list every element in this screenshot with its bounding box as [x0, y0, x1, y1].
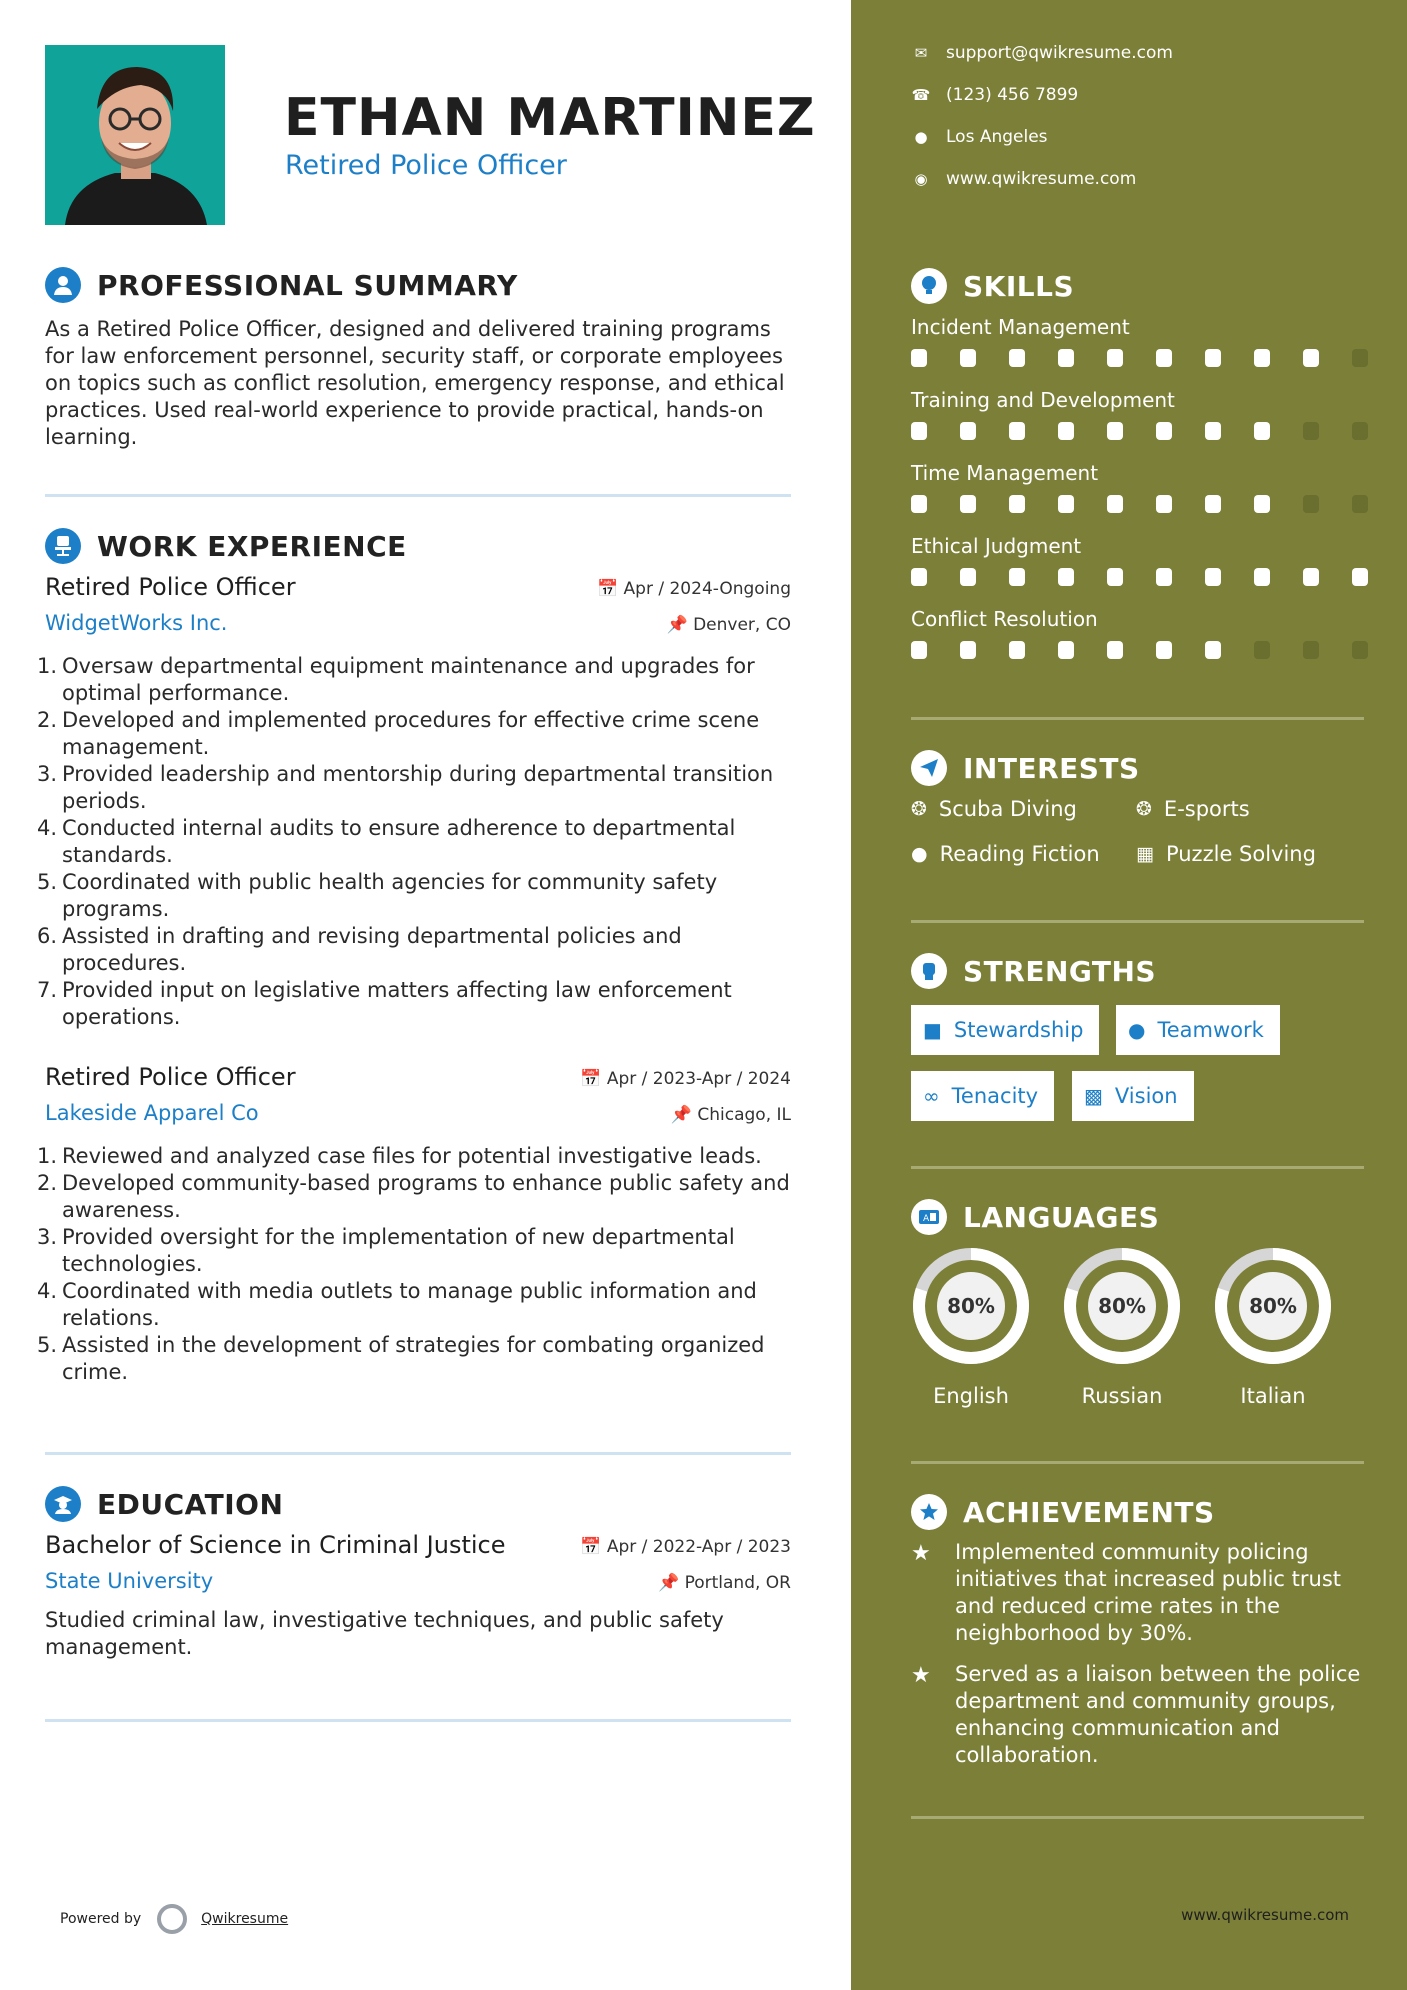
job-location: 📌 Chicago, IL — [670, 1105, 791, 1125]
summary-text: As a Retired Police Officer, designed and delivered training programs for law enforcement personnel, security staff, or corporate employees on topics such as conflict resolution, emergency response, and ethical practices. Used real-world experience to provide practical, hands-on learning. — [45, 317, 785, 449]
star-icon: ★ — [911, 1663, 931, 1688]
rating-dot — [1156, 641, 1172, 659]
skill-rating — [911, 568, 1401, 586]
rating-dot — [960, 641, 976, 659]
skill-item — [911, 315, 1367, 339]
job-title: Retired Police Officer — [45, 573, 296, 601]
calendar-icon: 📅 — [580, 1069, 607, 1089]
avatar — [45, 45, 225, 225]
skill-item — [911, 534, 1367, 558]
rating-dot — [1156, 422, 1172, 440]
user-icon — [45, 267, 81, 303]
rating-dot — [911, 349, 927, 367]
globe-icon: ◉ — [914, 170, 928, 188]
rating-dot — [911, 495, 927, 513]
skill-name: Incident Management — [911, 315, 1130, 339]
skill-item — [911, 388, 1367, 412]
divider — [45, 1719, 791, 1722]
contact-website[interactable]: ◉ www.qwikresume.com — [911, 169, 1136, 189]
job-bullets — [37, 1143, 797, 1386]
divider — [911, 717, 1364, 720]
star-badge-icon — [911, 1494, 947, 1530]
list-item: 2. Developed and implemented procedures for effective crime scene management. — [37, 708, 760, 759]
education-entry — [45, 1531, 791, 1671]
envelope-icon: ✉ — [914, 44, 928, 62]
rating-dot — [1058, 422, 1074, 440]
rating-dot — [1009, 641, 1025, 659]
rating-dot — [1156, 568, 1172, 586]
graduate-icon — [45, 1486, 81, 1522]
education-title: EDUCATION — [97, 1487, 284, 1521]
svg-text:A: A — [923, 1214, 930, 1224]
rating-dot — [960, 568, 976, 586]
strength-chip: ▩ Vision — [1072, 1071, 1194, 1121]
calendar-icon: 📅 — [596, 579, 624, 599]
book-icon: ▦ — [1136, 843, 1154, 865]
list-item: 4. Coordinated with media outlets to manage public information and relations. — [37, 1279, 757, 1330]
strength-chip: ■ Stewardship — [911, 1005, 1099, 1055]
rating-dot — [1352, 495, 1368, 513]
chair-icon — [45, 528, 81, 564]
summary-title: PROFESSIONAL SUMMARY — [97, 268, 518, 302]
skills-heading — [911, 268, 1074, 304]
phone-icon: ☎ — [911, 86, 931, 104]
brand-link[interactable]: Qwikresume — [201, 1911, 289, 1927]
contact-location: ● Los Angeles — [911, 127, 1048, 147]
skill-rating — [911, 495, 1401, 513]
rating-dot — [1058, 349, 1074, 367]
rating-dot — [1303, 349, 1319, 367]
list-item: 1. Oversaw departmental equipment maintenance and upgrades for optimal performance. — [37, 654, 755, 705]
education-heading — [45, 1486, 283, 1522]
pin-icon: 📌 — [670, 1105, 698, 1125]
job-date: 📅 Apr / 2023-Apr / 2024 — [580, 1069, 791, 1089]
interest-item: ▦ Puzzle Solving — [1136, 842, 1316, 866]
rating-dot — [1009, 349, 1025, 367]
skill-rating — [911, 349, 1401, 367]
lightbulb-icon — [911, 268, 947, 304]
skill-item — [911, 461, 1367, 485]
rating-dot — [1303, 641, 1319, 659]
rating-dot — [1058, 495, 1074, 513]
rating-dot — [1254, 495, 1270, 513]
rating-dot — [1205, 349, 1221, 367]
language-item — [1060, 1244, 1184, 1408]
users-icon: ● — [1128, 1018, 1146, 1042]
star-icon: ★ — [911, 1541, 931, 1566]
job-title: Retired Police Officer — [45, 1063, 296, 1091]
rating-dot — [1254, 641, 1270, 659]
gamepad-icon: ● — [911, 843, 928, 865]
education-text: Studied criminal law, investigative techniques, and public safety management. — [45, 1608, 724, 1659]
interest-item: ❂ Scuba Diving — [911, 797, 1077, 821]
divider — [45, 1452, 791, 1455]
job-company: WidgetWorks Inc. — [45, 611, 228, 635]
rating-dot — [1352, 568, 1368, 586]
lifebuoy-icon: ❂ — [1136, 798, 1152, 820]
rating-dot — [1205, 568, 1221, 586]
skill-rating — [911, 422, 1401, 440]
rating-dot — [1107, 641, 1123, 659]
divider — [911, 1461, 1364, 1464]
languages-heading — [911, 1199, 1159, 1235]
rating-dot — [1107, 422, 1123, 440]
rating-dot — [1205, 495, 1221, 513]
map-pin-icon: ● — [914, 128, 928, 146]
rating-dot — [1009, 568, 1025, 586]
skill-item — [911, 607, 1367, 631]
powered-by — [60, 1904, 288, 1934]
paper-plane-icon — [911, 750, 947, 786]
achievement-item: ★ Served as a liaison between the police department and community groups, enhancing communication and collaboration. — [911, 1662, 1361, 1767]
divider — [911, 1816, 1364, 1819]
job-entry — [37, 1063, 791, 1403]
lifebuoy-icon: ❂ — [911, 798, 927, 820]
list-item: 6. Assisted in drafting and revising departmental policies and procedures. — [37, 924, 682, 975]
skill-name: Time Management — [911, 461, 1099, 485]
language-ring — [909, 1244, 1033, 1368]
translate-icon — [911, 1199, 947, 1235]
rating-dot — [1254, 422, 1270, 440]
profile-photo — [45, 45, 225, 225]
divider — [45, 494, 791, 497]
list-item: 3. Provided leadership and mentorship during departmental transition periods. — [37, 762, 774, 813]
language-ring — [1060, 1244, 1184, 1368]
sidebar — [851, 0, 1407, 1990]
rating-dot — [1303, 495, 1319, 513]
candidate-name: ETHAN MARTINEZ — [284, 88, 816, 148]
interests-heading — [911, 750, 1140, 786]
rating-dot — [911, 641, 927, 659]
rating-dot — [1205, 641, 1221, 659]
divider — [911, 1166, 1364, 1169]
language-percent: 80% — [947, 1294, 995, 1318]
skill-rating — [911, 641, 1401, 659]
strength-chip: ∞ Tenacity — [911, 1071, 1054, 1121]
fist-icon — [911, 953, 947, 989]
achievements-heading — [911, 1494, 1215, 1530]
list-item: 3. Provided oversight for the implementation of new departmental technologies. — [37, 1225, 735, 1276]
rating-dot — [1107, 495, 1123, 513]
strengths-heading — [911, 953, 1156, 989]
skill-name: Ethical Judgment — [911, 534, 1082, 558]
skill-name: Training and Development — [911, 388, 1175, 412]
rating-dot — [1303, 422, 1319, 440]
job-location: 📌 Denver, CO — [666, 615, 791, 635]
rating-dot — [1254, 349, 1270, 367]
contact-email[interactable]: ✉ support@qwikresume.com — [911, 43, 1173, 63]
experience-heading — [45, 528, 407, 564]
language-ring — [1211, 1244, 1335, 1368]
rating-dot — [1156, 495, 1172, 513]
language-percent: 80% — [1249, 1294, 1297, 1318]
candidate-title: Retired Police Officer — [285, 150, 567, 181]
achievements-title: ACHIEVEMENTS — [963, 1495, 1215, 1529]
language-name: English — [933, 1384, 1009, 1408]
list-item: 4. Conducted internal audits to ensure adherence to departmental standards. — [37, 816, 736, 867]
strengths-title: STRENGTHS — [963, 954, 1157, 988]
experience-title: WORK EXPERIENCE — [97, 529, 407, 563]
school: State University — [45, 1569, 214, 1593]
job-bullets — [37, 653, 797, 1031]
languages-title: LANGUAGES — [963, 1200, 1160, 1234]
strength-chip: ● Teamwork — [1116, 1005, 1280, 1055]
language-item — [909, 1244, 1033, 1408]
powered-label: Powered by — [60, 1911, 142, 1927]
rating-dot — [1352, 422, 1368, 440]
pin-icon: 📌 — [658, 1573, 685, 1593]
list-item: 5. Coordinated with public health agencies for community safety programs. — [37, 870, 718, 921]
job-company: Lakeside Apparel Co — [45, 1101, 259, 1125]
rating-dot — [911, 568, 927, 586]
degree: Bachelor of Science in Criminal Justice — [45, 1531, 506, 1559]
education-location: 📌 Portland, OR — [658, 1573, 791, 1593]
link-icon: ∞ — [923, 1084, 940, 1108]
pin-icon: 📌 — [666, 615, 694, 635]
interests-title: INTERESTS — [963, 751, 1140, 785]
list-item: 7. Provided input on legislative matters affecting law enforcement operations. — [37, 978, 732, 1029]
divider — [911, 920, 1364, 923]
rating-dot — [1303, 568, 1319, 586]
language-item — [1211, 1244, 1335, 1408]
skills-title: SKILLS — [963, 269, 1075, 303]
rating-dot — [1254, 568, 1270, 586]
rating-dot — [1058, 641, 1074, 659]
contact-phone[interactable]: ☎ (123) 456 7899 — [911, 85, 1079, 105]
qwikresume-logo-icon — [157, 1904, 187, 1934]
rating-dot — [960, 349, 976, 367]
job-entry — [37, 573, 791, 1033]
interest-item: ● Reading Fiction — [911, 842, 1100, 866]
rating-dot — [1058, 568, 1074, 586]
rating-dot — [1009, 495, 1025, 513]
list-item: 1. Reviewed and analyzed case files for potential investigative leads. — [37, 1144, 762, 1168]
education-date: 📅 Apr / 2022-Apr / 2023 — [580, 1537, 791, 1557]
rating-dot — [911, 422, 927, 440]
rating-dot — [1352, 641, 1368, 659]
rating-dot — [960, 495, 976, 513]
calendar-icon: 📅 — [580, 1537, 607, 1557]
rating-dot — [1107, 568, 1123, 586]
summary-heading — [45, 267, 518, 303]
rating-dot — [1156, 349, 1172, 367]
list-item: 5. Assisted in the development of strategies for combating organized crime. — [37, 1333, 765, 1384]
interest-item: ❂ E-sports — [1136, 797, 1250, 821]
footer-website[interactable]: www.qwikresume.com — [1181, 1906, 1349, 1924]
achievement-item: ★ Implemented community policing initiatives that increased public trust and reduced crime rates in the neighborhood by 30%. — [911, 1540, 1341, 1645]
binoculars-icon: ▩ — [1084, 1084, 1103, 1108]
language-name: Italian — [1240, 1384, 1306, 1408]
language-name: Russian — [1081, 1384, 1163, 1408]
rating-dot — [1009, 422, 1025, 440]
list-item: 2. Developed community-based programs to enhance public safety and awareness. — [37, 1171, 790, 1222]
job-date: 📅 Apr / 2024-Ongoing — [596, 579, 791, 599]
rating-dot — [1107, 349, 1123, 367]
rating-dot — [1205, 422, 1221, 440]
language-percent: 80% — [1098, 1294, 1146, 1318]
rating-dot — [960, 422, 976, 440]
rating-dot — [1352, 349, 1368, 367]
skill-name: Conflict Resolution — [911, 607, 1098, 631]
briefcase-icon: ■ — [923, 1018, 942, 1042]
